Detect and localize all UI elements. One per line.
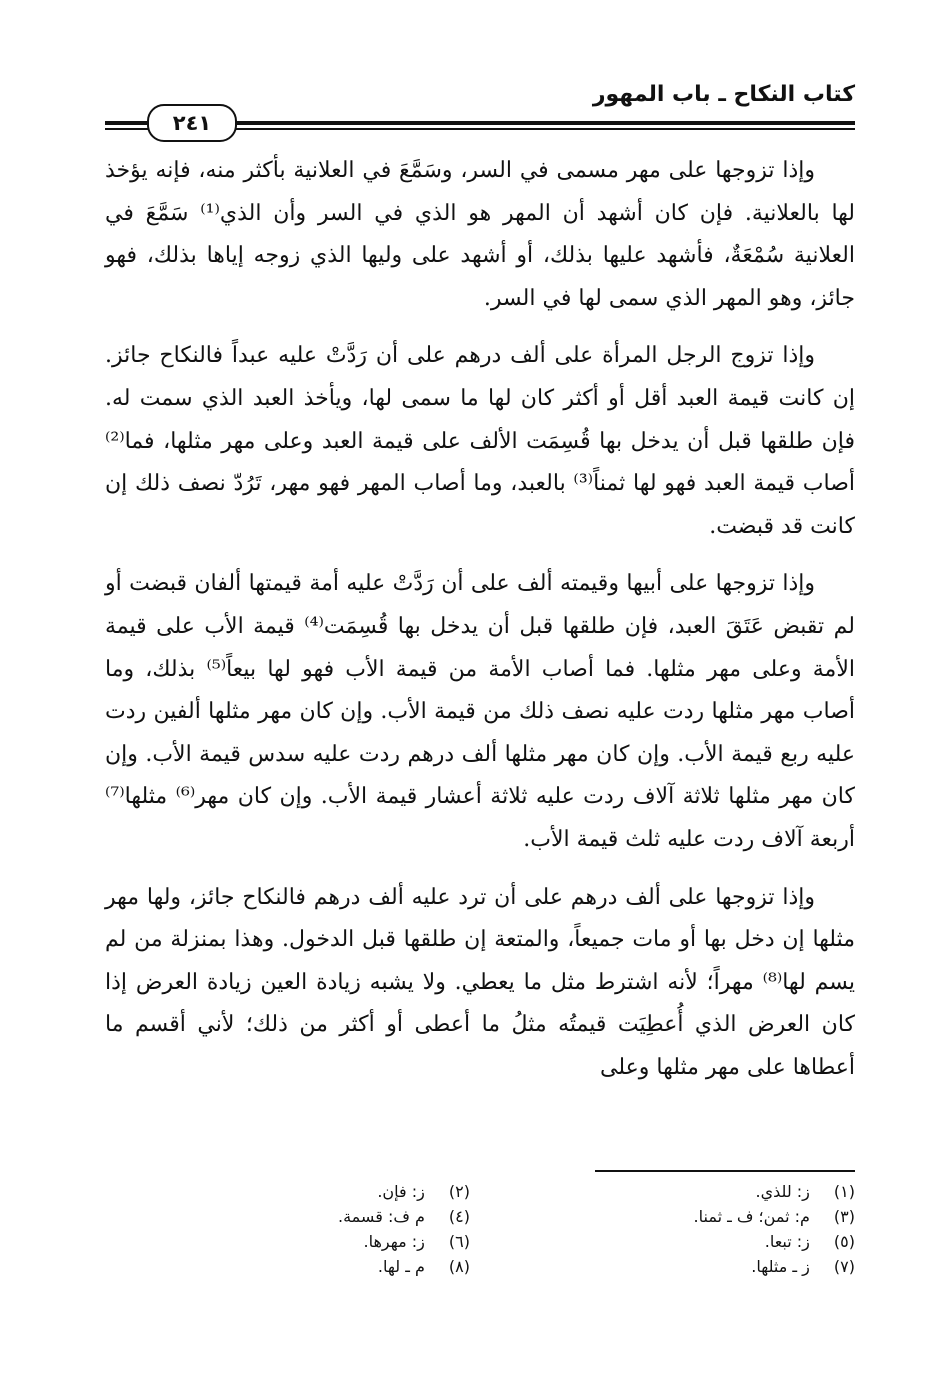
paragraph: وإذا تزوجها على ألف درهم على أن ترد عليه ألف درهم فالنكاح جائز، ولها مهر مثلها إن دخل بها أو مات جميعاً، والمتعة إن طلقها قبل الدخول. وهذا بمنزلة من لم يسم لها⁽⁸⁾ مهراً؛ لأنه اشترط مثل ما يعطي. ولا يشبه زيادة العين زيادة العرض إذا كان العرض الذي أُعطِيَت قيمتُه مثلُ ما أعطى أو أكثر من ذلك؛ لأني أقسم ما أعطاها على مهر مثلها وعلى bbox=[105, 884, 855, 1080]
footnote-item bbox=[480, 1232, 855, 1251]
footnote-number: (٥) bbox=[833, 1232, 855, 1251]
footnote-text: ز: للذي. bbox=[755, 1182, 810, 1201]
footnote-text: م ـ لها. bbox=[377, 1257, 425, 1276]
footnote-text: ز: تبعا. bbox=[764, 1232, 810, 1251]
footnote-text: ز ـ مثلها. bbox=[751, 1257, 810, 1276]
footnote-item bbox=[105, 1207, 480, 1226]
footnote-number: (٤) bbox=[448, 1207, 470, 1226]
footnote-item bbox=[480, 1257, 855, 1276]
footnote-item bbox=[105, 1182, 480, 1201]
footnote-item bbox=[105, 1232, 480, 1251]
footnote-number: (٧) bbox=[833, 1257, 855, 1276]
footnote-number: (٢) bbox=[448, 1182, 470, 1201]
page-header bbox=[105, 76, 855, 136]
page-number: ٢٤١ bbox=[147, 104, 237, 142]
paragraph: وإذا تزوج الرجل المرأة على ألف درهم على أن رَدَّتْ عليه عبداً فالنكاح جائز. إن كانت قيمة العبد أقل أو أكثر كان لها ما سمى لها، ويأخذ العبد الذي سمت له. فإن طلقها قبل أن يدخل بها قُسِمَت الألف على قيمة العبد وعلى مهر مثلها، فما⁽²⁾ أصاب قيمة العبد فهو لها ثمناً⁽³⁾ بالعبد، وما أصاب المهر فهو مهر، تَرُدّ نصف ذلك إن كانت قد قبضت. bbox=[105, 343, 855, 539]
footnote-text: ز: فإن. bbox=[377, 1182, 425, 1201]
footnote-item bbox=[480, 1207, 855, 1226]
paragraph: وإذا تزوجها على أبيها وقيمته ألف على أن رَدَّتْ عليه أمة قيمتها ألفان قبضت أو لم تقبض عَتَقَ العبد، فإن طلقها قبل أن يدخل بها قُسِمَت⁽⁴⁾ قيمة الأب على قيمة الأمة وعلى مهر مثلها. فما أصاب الأمة من قيمة الأب فهو لها بيعاً⁽⁵⁾ بذلك، وما أصاب مهر مثلها ردت عليه نصف ذلك من قيمة الأب. وإن كان مهر مثلها ألفين ردت عليه ربع قيمة الأب. وإن كان مهر مثلها ألف درهم ردت عليه سدس قيمة الأب. وإن كان مهر مثلها ثلاثة آلاف ردت عليه ثلاثة أعشار قيمة الأب. وإن كان مهر⁽⁶⁾ مثلها⁽⁷⁾ أربعة آلاف ردت عليه ثلث قيمة الأب. bbox=[105, 571, 855, 852]
footnote-number: (٦) bbox=[448, 1232, 470, 1251]
footnote-item bbox=[105, 1257, 480, 1276]
paragraph: وإذا تزوجها على مهر مسمى في السر، وسَمَّعَ في العلانية بأكثر منه، فإنه يؤخذ لها بالعلانية. فإن كان أشهد أن المهر هو الذي في السر وأن الذي⁽¹⁾ سَمَّعَ في العلانية سُمْعَةٌ، فأشهد عليها بذلك، أو أشهد على وليها الذي زوجه إياها بذلك، فهو جائز، وهو المهر الذي سمى لها في السر. bbox=[105, 158, 856, 311]
footnote-number: (١) bbox=[833, 1182, 855, 1201]
footnote-text: م ف: قسمة. bbox=[338, 1207, 425, 1226]
footnote-text: م: ثمن؛ ف ـ ثمنا. bbox=[693, 1207, 810, 1226]
main-text bbox=[105, 150, 855, 1104]
running-title: كتاب النكاح ـ باب المهور bbox=[592, 82, 855, 107]
footnote-item bbox=[480, 1182, 855, 1201]
footnote-number: (٣) bbox=[833, 1207, 855, 1226]
footnote-text: ز: مهرها. bbox=[363, 1232, 425, 1251]
footnotes bbox=[105, 1182, 855, 1276]
footnote-number: (٨) bbox=[448, 1257, 470, 1276]
footnote-separator bbox=[595, 1170, 855, 1172]
